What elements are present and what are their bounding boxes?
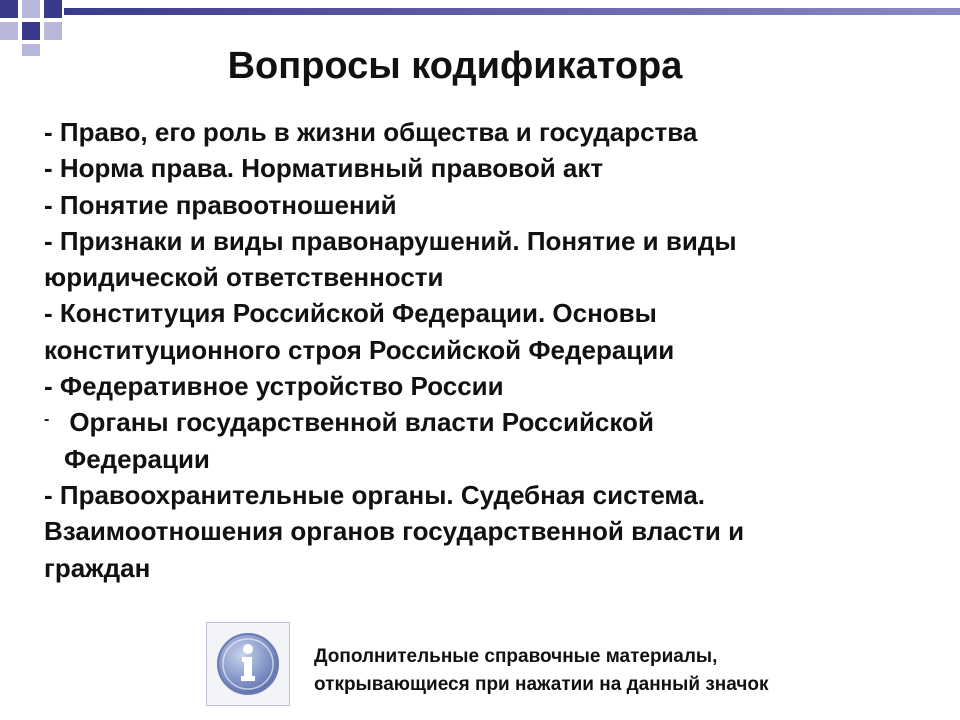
- topic-line-text: Органы государственной власти Российской: [69, 407, 654, 438]
- info-note: [314, 643, 769, 699]
- topic-line: - Норма права. Нормативный правовой акт: [44, 153, 604, 184]
- topic-line: - Правоохранительные органы. Судебная система.: [44, 479, 706, 510]
- title-rule: [64, 8, 960, 15]
- topic-line-text: Федерации: [64, 443, 210, 474]
- topic-line: - Понятие правоотношений: [44, 189, 397, 220]
- info-icon: [207, 623, 289, 705]
- topic-line: граждан: [44, 552, 151, 583]
- topic-line: - Федеративное устройство России: [44, 371, 504, 402]
- info-note-line: открывающиеся при нажатии на данный значок: [314, 674, 769, 695]
- info-note-line: Дополнительные справочные материалы,: [314, 646, 718, 667]
- topic-line: юридической ответственности: [44, 262, 444, 293]
- deco-square: [22, 0, 40, 18]
- dash-marker: -: [44, 411, 50, 429]
- topic-line: конституционного строя Российской Федерации: [44, 334, 675, 365]
- deco-square: [0, 0, 18, 18]
- deco-square: [22, 22, 40, 40]
- topic-line: - Признаки и виды правонарушений. Понятие и виды: [44, 225, 737, 256]
- topic-line: Взаимоотношения органов государственной власти и: [44, 516, 745, 547]
- deco-square: [0, 22, 18, 40]
- deco-square: [44, 22, 62, 40]
- info-button[interactable]: [206, 622, 290, 706]
- topic-line: - Право, его роль в жизни общества и государства: [44, 117, 698, 147]
- deco-square: [44, 0, 62, 18]
- topic-line: [44, 404, 924, 440]
- codifier-topics: [44, 114, 924, 586]
- topic-line: - Конституция Российской Федерации. Основы: [44, 298, 657, 329]
- topic-line: [44, 441, 924, 477]
- page-title: Вопросы кодификатора: [227, 45, 683, 87]
